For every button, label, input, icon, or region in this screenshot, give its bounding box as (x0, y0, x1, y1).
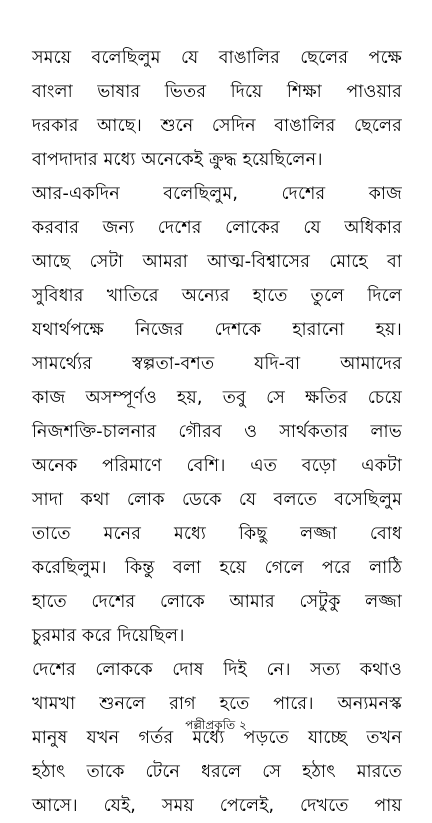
text-line: যথার্থপক্ষে নিজের দেশকে হারানো হয়। (32, 320, 402, 340)
text-line: দরকার আছে। শুনে সেদিন বাঙালির ছেলের (32, 116, 402, 136)
text-line: সময়ে বলেছিলুম যে বাঙালির ছেলের পক্ষে (32, 48, 402, 68)
text-line: সুবিধার খাতিরে অন্যের হাতে তুলে দিলে (32, 286, 402, 306)
page-footer: পল্লীপ্রকৃতি ২ (185, 718, 247, 732)
body-text (32, 41, 402, 823)
text-line: বাংলা ভাষার ভিতর দিয়ে শিক্ষা পাওয়ার (32, 82, 402, 102)
text-line: আর-একদিন বলেছিলুম, দেশের কাজ (32, 184, 402, 204)
text-line: আসে। যেই, সময় পেলেই, দেখতে পায় (32, 796, 402, 816)
text-line: আছে সেটা আমরা আত্ম-বিশ্বাসের মোহে বা (32, 252, 402, 272)
text-line: নিজশক্তি-চালনার গৌরব ও সার্থকতার লাভ (32, 422, 402, 442)
text-line: সাদা কথা লোক ডেকে যে বলতে বসেছিলুম (32, 490, 402, 510)
text-line: চুরমার করে দিয়েছিল। (32, 626, 185, 646)
text-line: খামখা শুনলে রাগ হতে পারে। অন্যমনস্ক (32, 694, 402, 714)
text-line: কাজ অসম্পূর্ণও হয়, তবু সে ক্ষতির চেয়ে (32, 388, 402, 408)
text-line: দেশের লোককে দোষ দিই নে। সত্য কথাও (32, 660, 402, 680)
text-line: করবার জন্য দেশের লোকের যে অধিকার (32, 218, 402, 238)
text-line: হাতে দেশের লোকে আমার সেটুকু লজ্জা (32, 592, 402, 612)
text-line: হঠাৎ তাকে টেনে ধরলে সে হঠাৎ মারতে (32, 762, 403, 782)
text-line: অনেক পরিমাণে বেশি। এত বড়ো একটা (32, 456, 402, 476)
text-line: বাপদাদার মধ্যে অনেকেই ক্রুদ্ধ হয়েছিলেন। (32, 150, 323, 170)
text-line: তাতে মনের মধ্যে কিছু লজ্জা বোধ (32, 524, 402, 544)
text-line: মানুষ যখন গর্তর মধ্যে পড়তে যাচ্ছে তখন (32, 728, 402, 748)
text-line: সামর্থ্যের স্বল্পতা-বশত যদি-বা আমাদের (32, 354, 402, 374)
text-line: করেছিলুম। কিন্তু বলা হয়ে গেলে পরে লাঠি (32, 558, 402, 578)
